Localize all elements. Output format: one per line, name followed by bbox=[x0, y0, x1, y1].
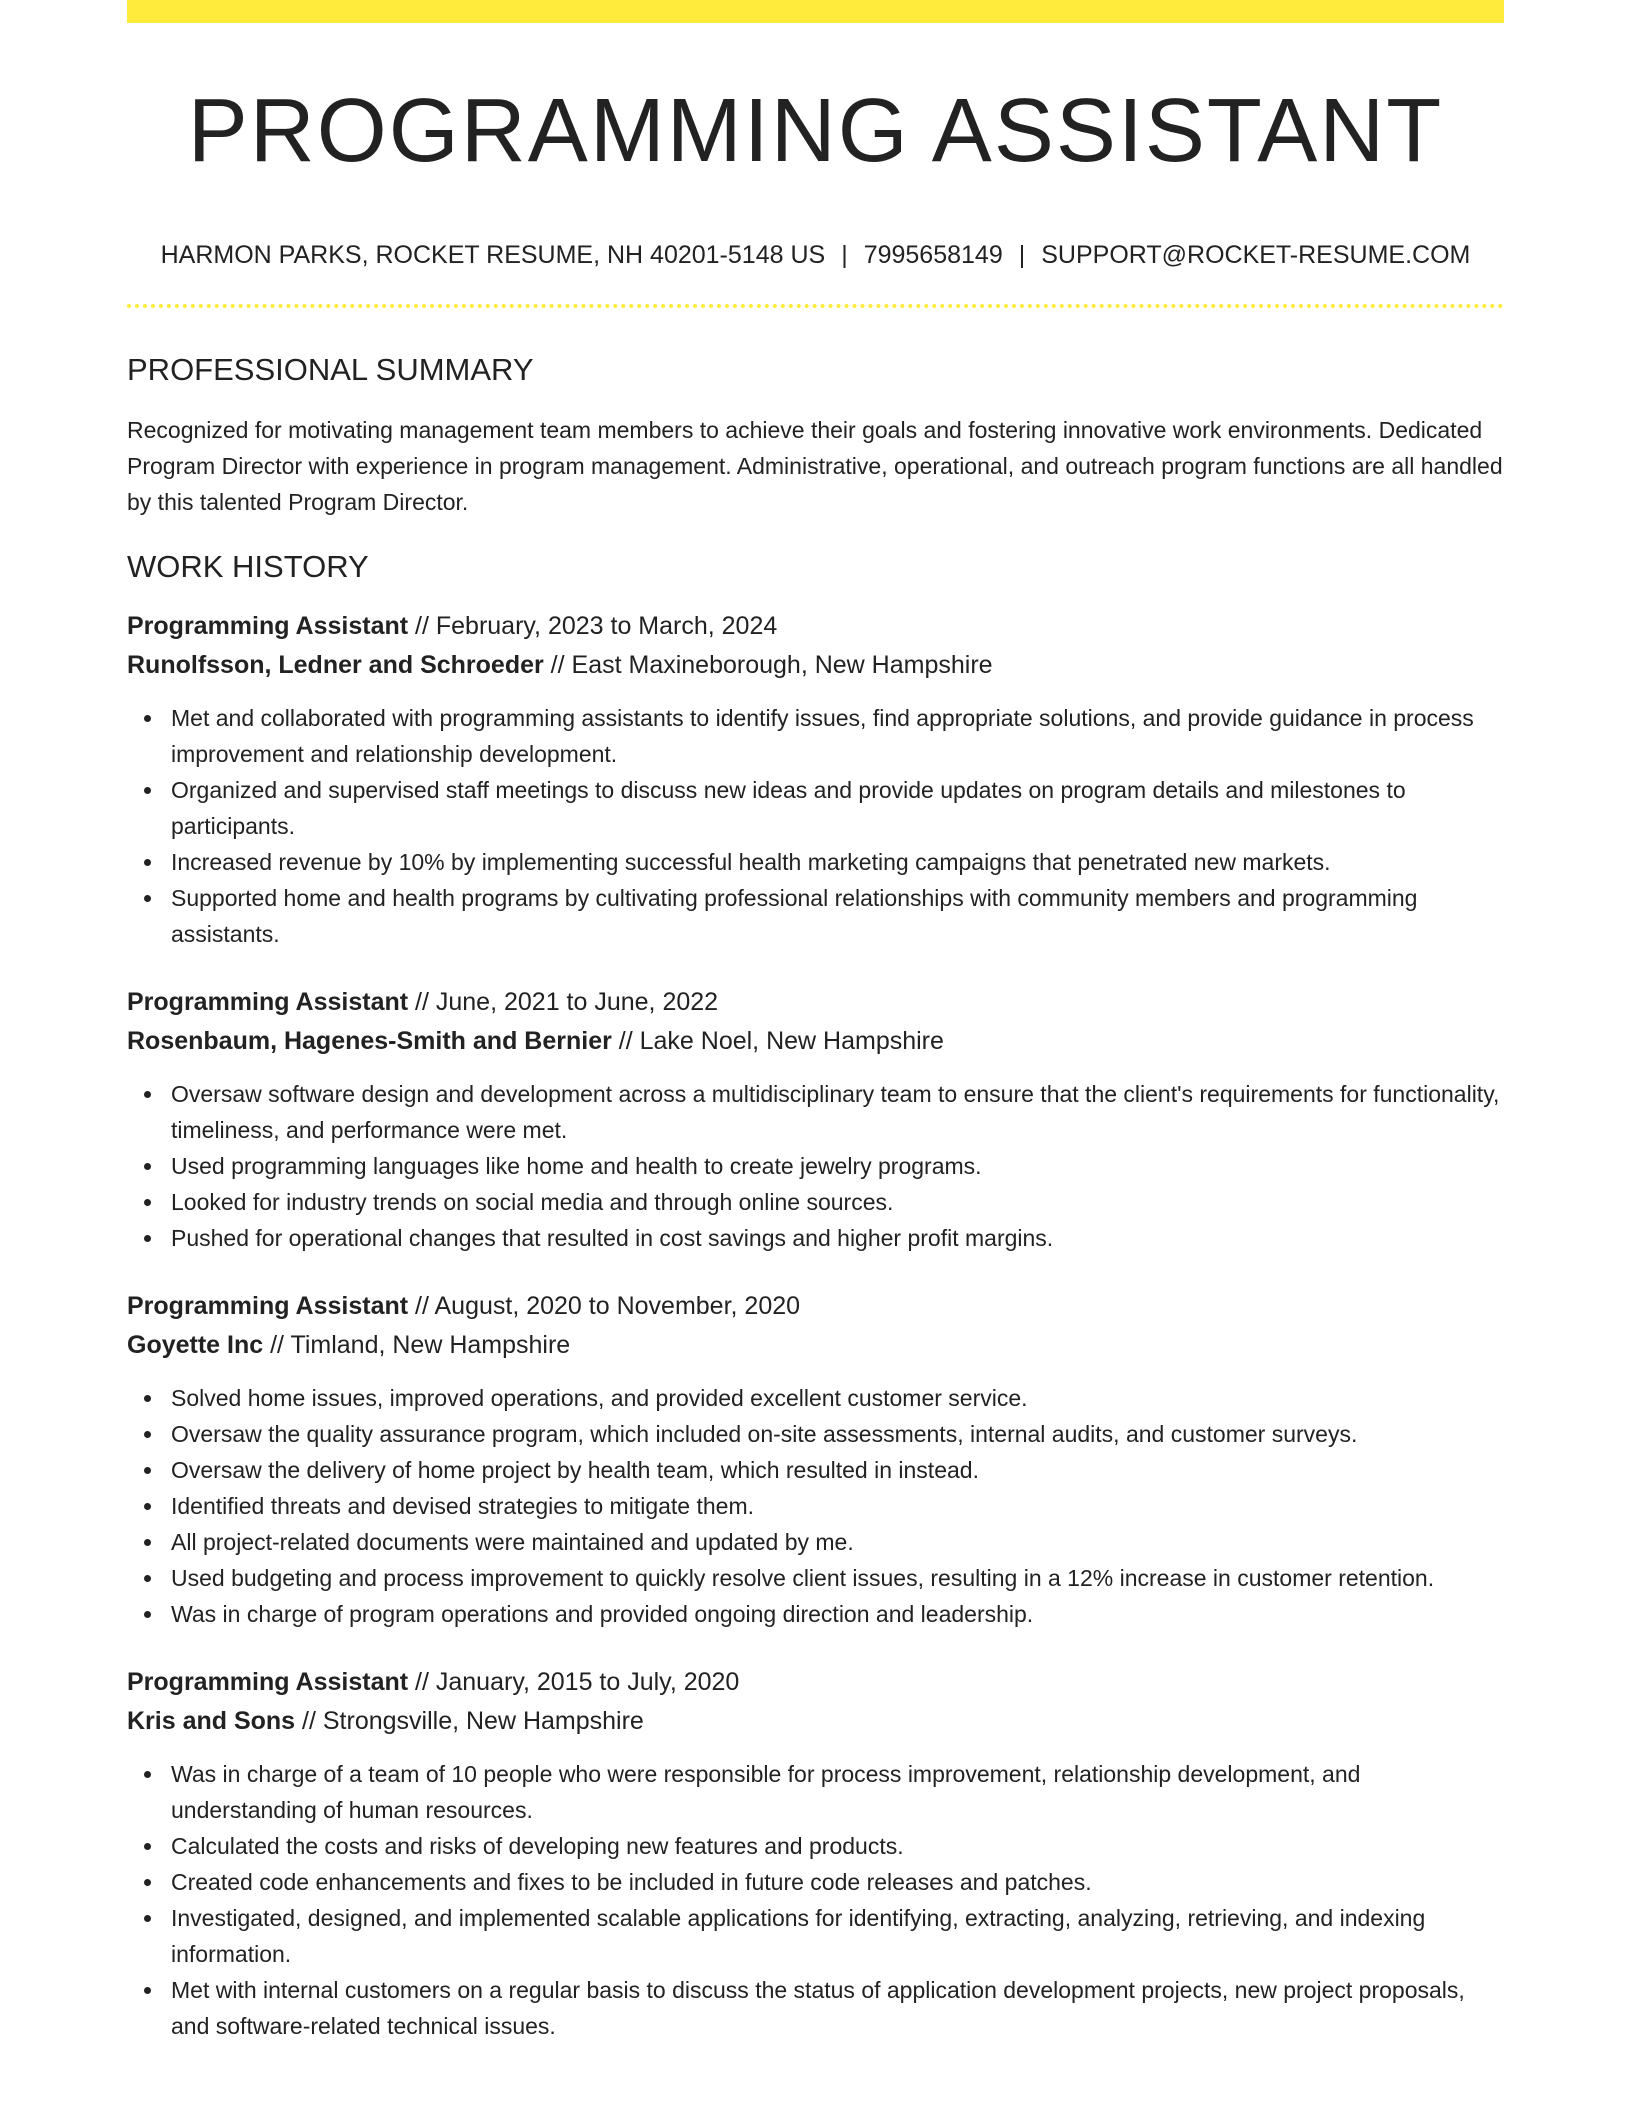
work-history-list bbox=[127, 607, 1504, 2044]
job-company: Kris and Sons bbox=[127, 1707, 296, 1735]
job-bullet: Calculated the costs and risks of developing new features and products. bbox=[171, 1828, 1504, 1864]
job-bullet-list bbox=[127, 1076, 1504, 1256]
job-title-line bbox=[127, 1663, 1504, 1702]
job-title: Programming Assistant bbox=[127, 1668, 409, 1696]
job-bullet: Pushed for operational changes that resulted in cost savings and higher profit margins. bbox=[171, 1220, 1504, 1256]
job-dates: // June, 2021 to June, 2022 bbox=[408, 988, 719, 1016]
job-bullet: Organized and supervised staff meetings to discuss new ideas and provide updates on program details and milestones to participants. bbox=[171, 772, 1504, 844]
job-bullet: Used budgeting and process improvement to quickly resolve client issues, resulting in a 12% increase in customer retention. bbox=[171, 1560, 1504, 1596]
job-bullet: Used programming languages like home and health to create jewelry programs. bbox=[171, 1148, 1504, 1184]
job-title-line bbox=[127, 983, 1504, 1022]
job-location: // Lake Noel, New Hampshire bbox=[611, 1027, 944, 1055]
job-bullet: Oversaw software design and development across a multidisciplinary team to ensure that the client's requirements for functionality, timeliness, and performance were met. bbox=[171, 1076, 1504, 1148]
contact-separator: | bbox=[841, 241, 848, 269]
contact-phone: 7995658149 bbox=[863, 241, 1003, 269]
job-dates: // August, 2020 to November, 2020 bbox=[408, 1292, 801, 1320]
job-entry bbox=[127, 983, 1504, 1256]
job-bullet: Increased revenue by 10% by implementing successful health marketing campaigns that penetrated new markets. bbox=[171, 844, 1504, 880]
job-bullet: Supported home and health programs by cultivating professional relationships with community members and programming assistants. bbox=[171, 880, 1504, 952]
summary-text: Recognized for motivating management team members to achieve their goals and fostering innovative work environments. Dedicated Program Director with experience in program management. Administrative, operational, and outreach program functions are all handled by this talented Program Director. bbox=[127, 417, 1503, 515]
job-entry bbox=[127, 607, 1504, 952]
job-title: Programming Assistant bbox=[127, 1292, 409, 1320]
job-title-line bbox=[127, 1287, 1504, 1326]
contact-email: SUPPORT@ROCKET-RESUME.COM bbox=[1041, 241, 1471, 269]
job-title: Programming Assistant bbox=[127, 988, 409, 1016]
job-bullet: Investigated, designed, and implemented scalable applications for identifying, extracting, analyzing, retrieving, and indexing information. bbox=[171, 1900, 1504, 1972]
job-company-line bbox=[127, 1326, 1504, 1365]
job-title: Programming Assistant bbox=[127, 612, 409, 640]
accent-top-bar bbox=[127, 0, 1504, 23]
job-company: Goyette Inc bbox=[127, 1331, 264, 1359]
job-company-line bbox=[127, 1702, 1504, 1741]
job-entry bbox=[127, 1663, 1504, 2044]
job-bullet: Solved home issues, improved operations, and provided excellent customer service. bbox=[171, 1380, 1504, 1416]
dotted-divider bbox=[127, 304, 1504, 308]
section-heading-summary: PROFESSIONAL SUMMARY bbox=[127, 352, 534, 387]
job-company-line bbox=[127, 1022, 1504, 1061]
job-company-line bbox=[127, 646, 1504, 685]
job-dates: // January, 2015 to July, 2020 bbox=[408, 1668, 740, 1696]
job-dates: // February, 2023 to March, 2024 bbox=[408, 612, 778, 640]
job-bullet: Oversaw the quality assurance program, which included on-site assessments, internal audits, and customer surveys. bbox=[171, 1416, 1504, 1452]
job-bullet: Was in charge of program operations and provided ongoing direction and leadership. bbox=[171, 1596, 1504, 1632]
job-location: // Strongsville, New Hampshire bbox=[295, 1707, 644, 1735]
section-heading-work-history: WORK HISTORY bbox=[127, 549, 369, 584]
job-bullet: Created code enhancements and fixes to be included in future code releases and patches. bbox=[171, 1864, 1504, 1900]
job-bullet: Looked for industry trends on social media and through online sources. bbox=[171, 1184, 1504, 1220]
resume-title: PROGRAMMING ASSISTANT bbox=[187, 81, 1444, 181]
job-bullet: All project-related documents were maintained and updated by me. bbox=[171, 1524, 1504, 1560]
contact-separator: | bbox=[1018, 241, 1026, 269]
job-location: // Timland, New Hampshire bbox=[263, 1331, 571, 1359]
job-company: Rosenbaum, Hagenes-Smith and Bernier bbox=[127, 1027, 612, 1055]
contact-address: HARMON PARKS, ROCKET RESUME, NH 40201-5148 US bbox=[160, 241, 826, 269]
job-bullet: Identified threats and devised strategies to mitigate them. bbox=[171, 1488, 1504, 1524]
job-bullet-list bbox=[127, 700, 1504, 952]
job-bullet: Oversaw the delivery of home project by health team, which resulted in instead. bbox=[171, 1452, 1504, 1488]
job-bullet-list bbox=[127, 1380, 1504, 1632]
job-bullet: Was in charge of a team of 10 people who were responsible for process improvement, relationship development, and understanding of human resources. bbox=[171, 1756, 1504, 1828]
job-bullet: Met with internal customers on a regular basis to discuss the status of application development projects, new project proposals, and software-related technical issues. bbox=[171, 1972, 1504, 2044]
job-bullet: Met and collaborated with programming assistants to identify issues, find appropriate solutions, and provide guidance in process improvement and relationship development. bbox=[171, 700, 1504, 772]
job-bullet-list bbox=[127, 1756, 1504, 2044]
job-title-line bbox=[127, 607, 1504, 646]
job-company: Runolfsson, Ledner and Schroeder bbox=[127, 651, 544, 679]
contact-line bbox=[127, 238, 1504, 272]
job-entry bbox=[127, 1287, 1504, 1632]
job-location: // East Maxineborough, New Hampshire bbox=[543, 651, 993, 679]
resume-page bbox=[127, 0, 1504, 2044]
